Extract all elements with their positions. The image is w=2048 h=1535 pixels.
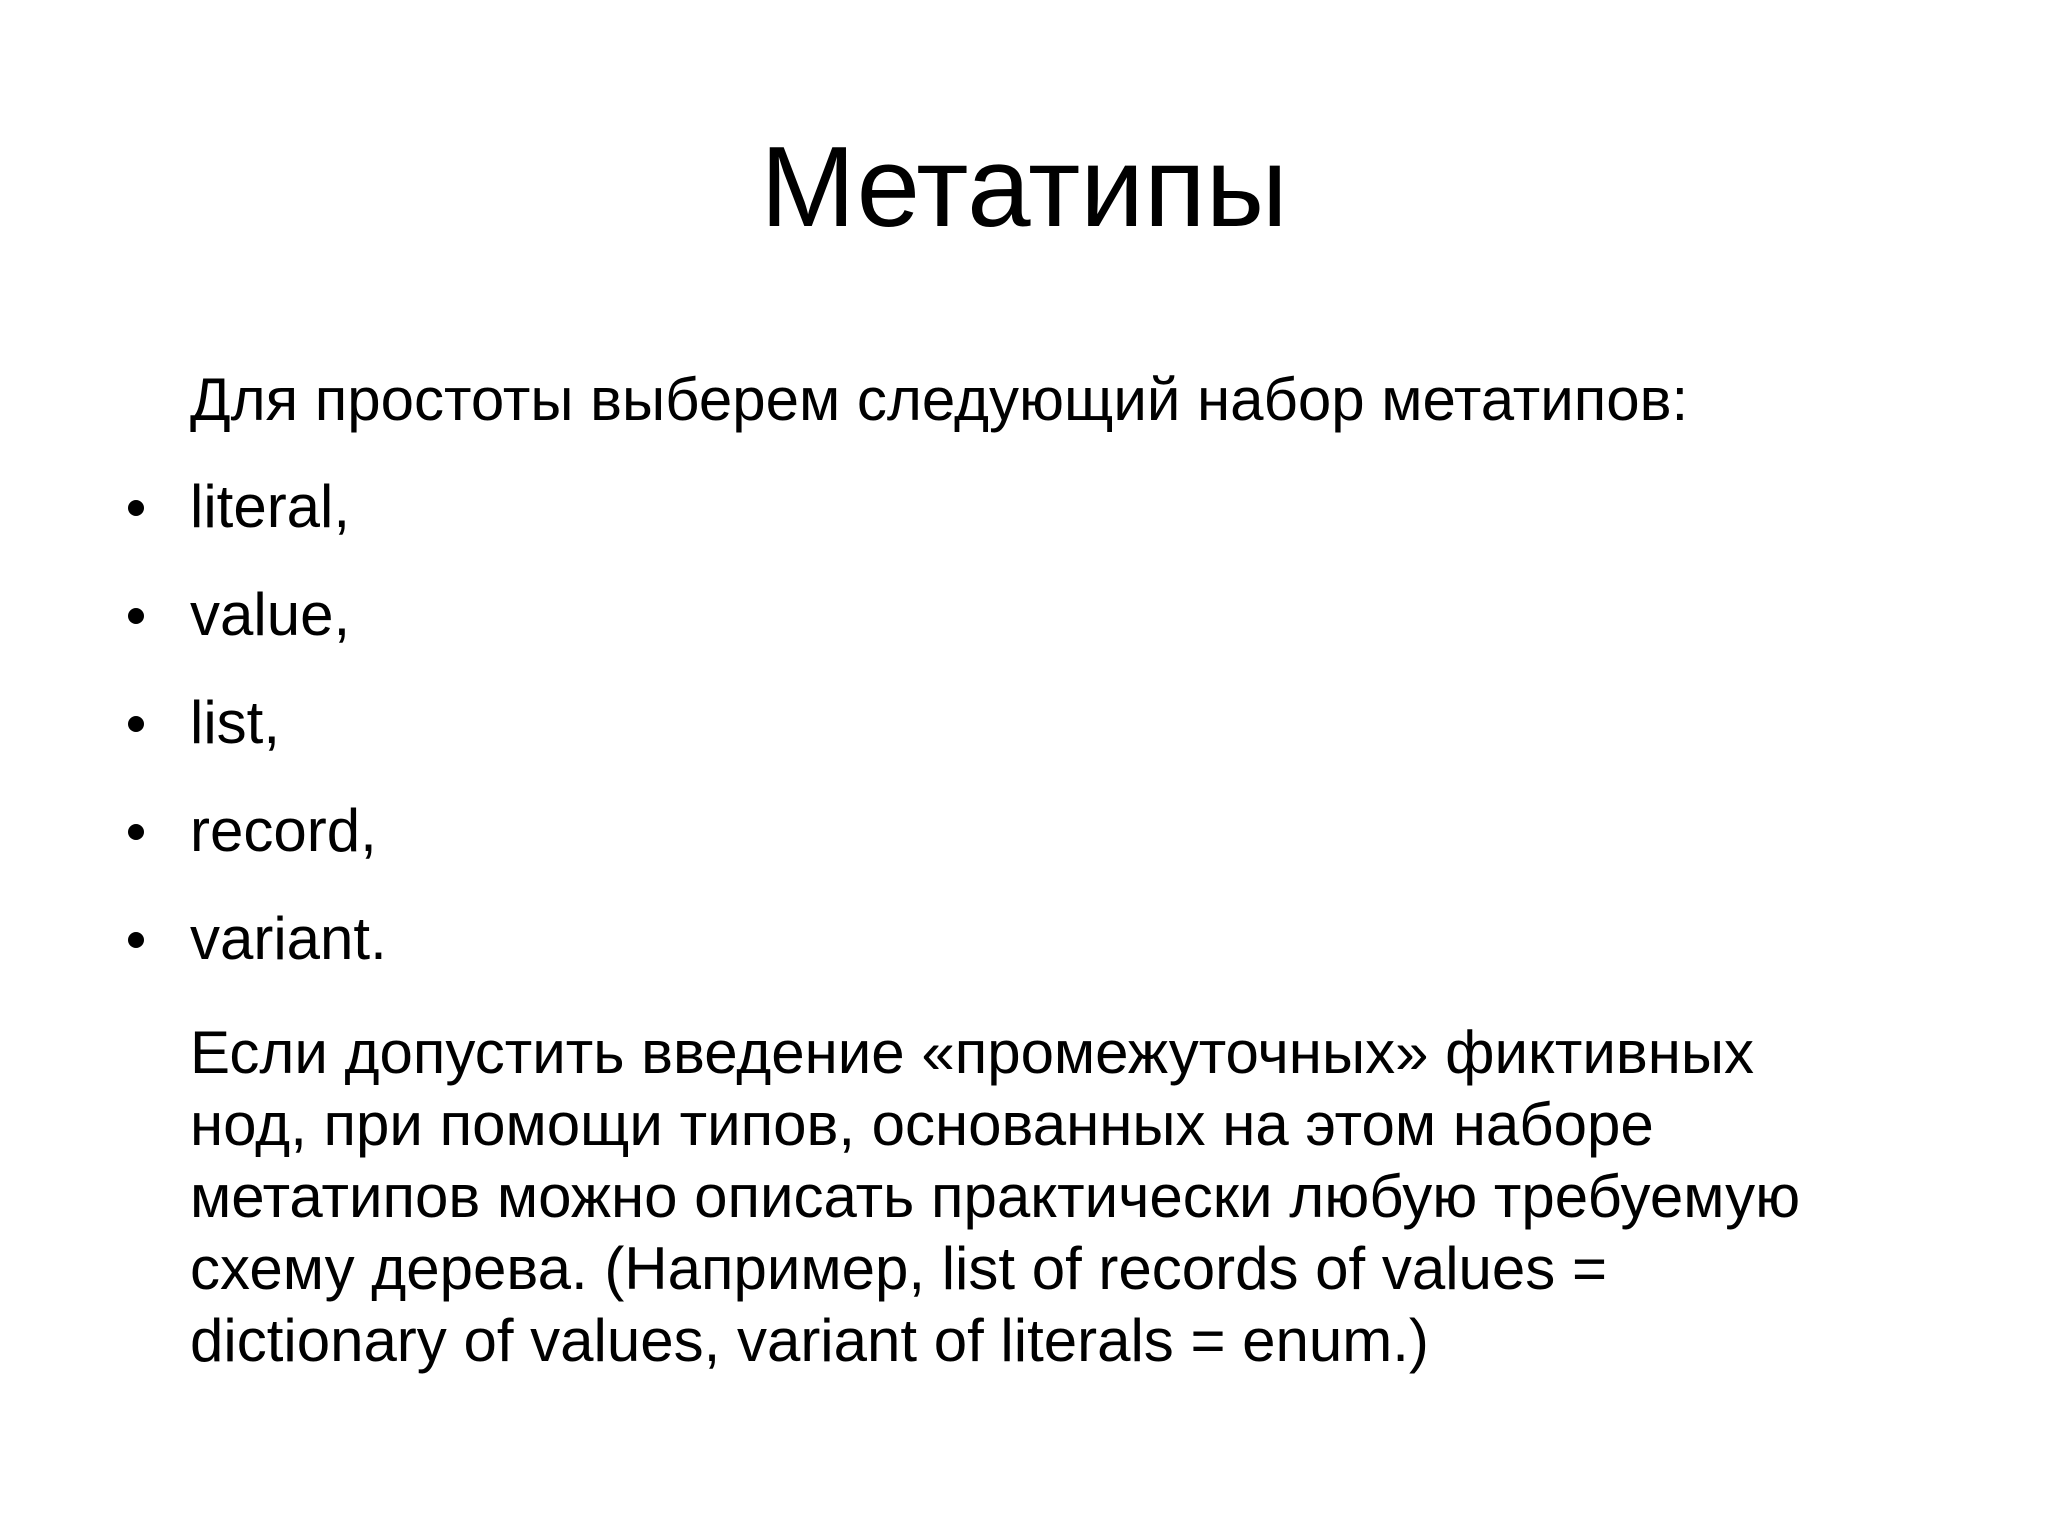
conclusion-line: dictionary of values, variant of literals = enum.)	[190, 1307, 1429, 1374]
conclusion-line: метатипов можно описать практически любую требуемую	[190, 1163, 1801, 1230]
bullet-icon	[128, 824, 144, 840]
bullet-icon	[128, 608, 144, 624]
intro-text: Для простоты выберем следующий набор метатипов:	[190, 366, 1689, 433]
list-item-text: variant.	[190, 905, 387, 972]
bullet-icon	[128, 932, 144, 948]
bullet-icon	[128, 500, 144, 516]
slide-title: Метатипы	[760, 124, 1288, 251]
list-item-text: list,	[190, 689, 280, 756]
bullet-icon	[128, 716, 144, 732]
list-item-text: literal,	[190, 473, 351, 540]
conclusion-line: схему дерева. (Например, list of records of values =	[190, 1235, 1608, 1302]
list-item-text: record,	[190, 797, 377, 864]
conclusion-line: нод, при помощи типов, основанных на этом наборе	[190, 1091, 1654, 1158]
conclusion-line: Если допустить введение «промежуточных» фиктивных	[190, 1019, 1755, 1086]
list-item-text: value,	[190, 581, 351, 648]
conclusion-paragraph	[190, 1017, 1980, 1377]
